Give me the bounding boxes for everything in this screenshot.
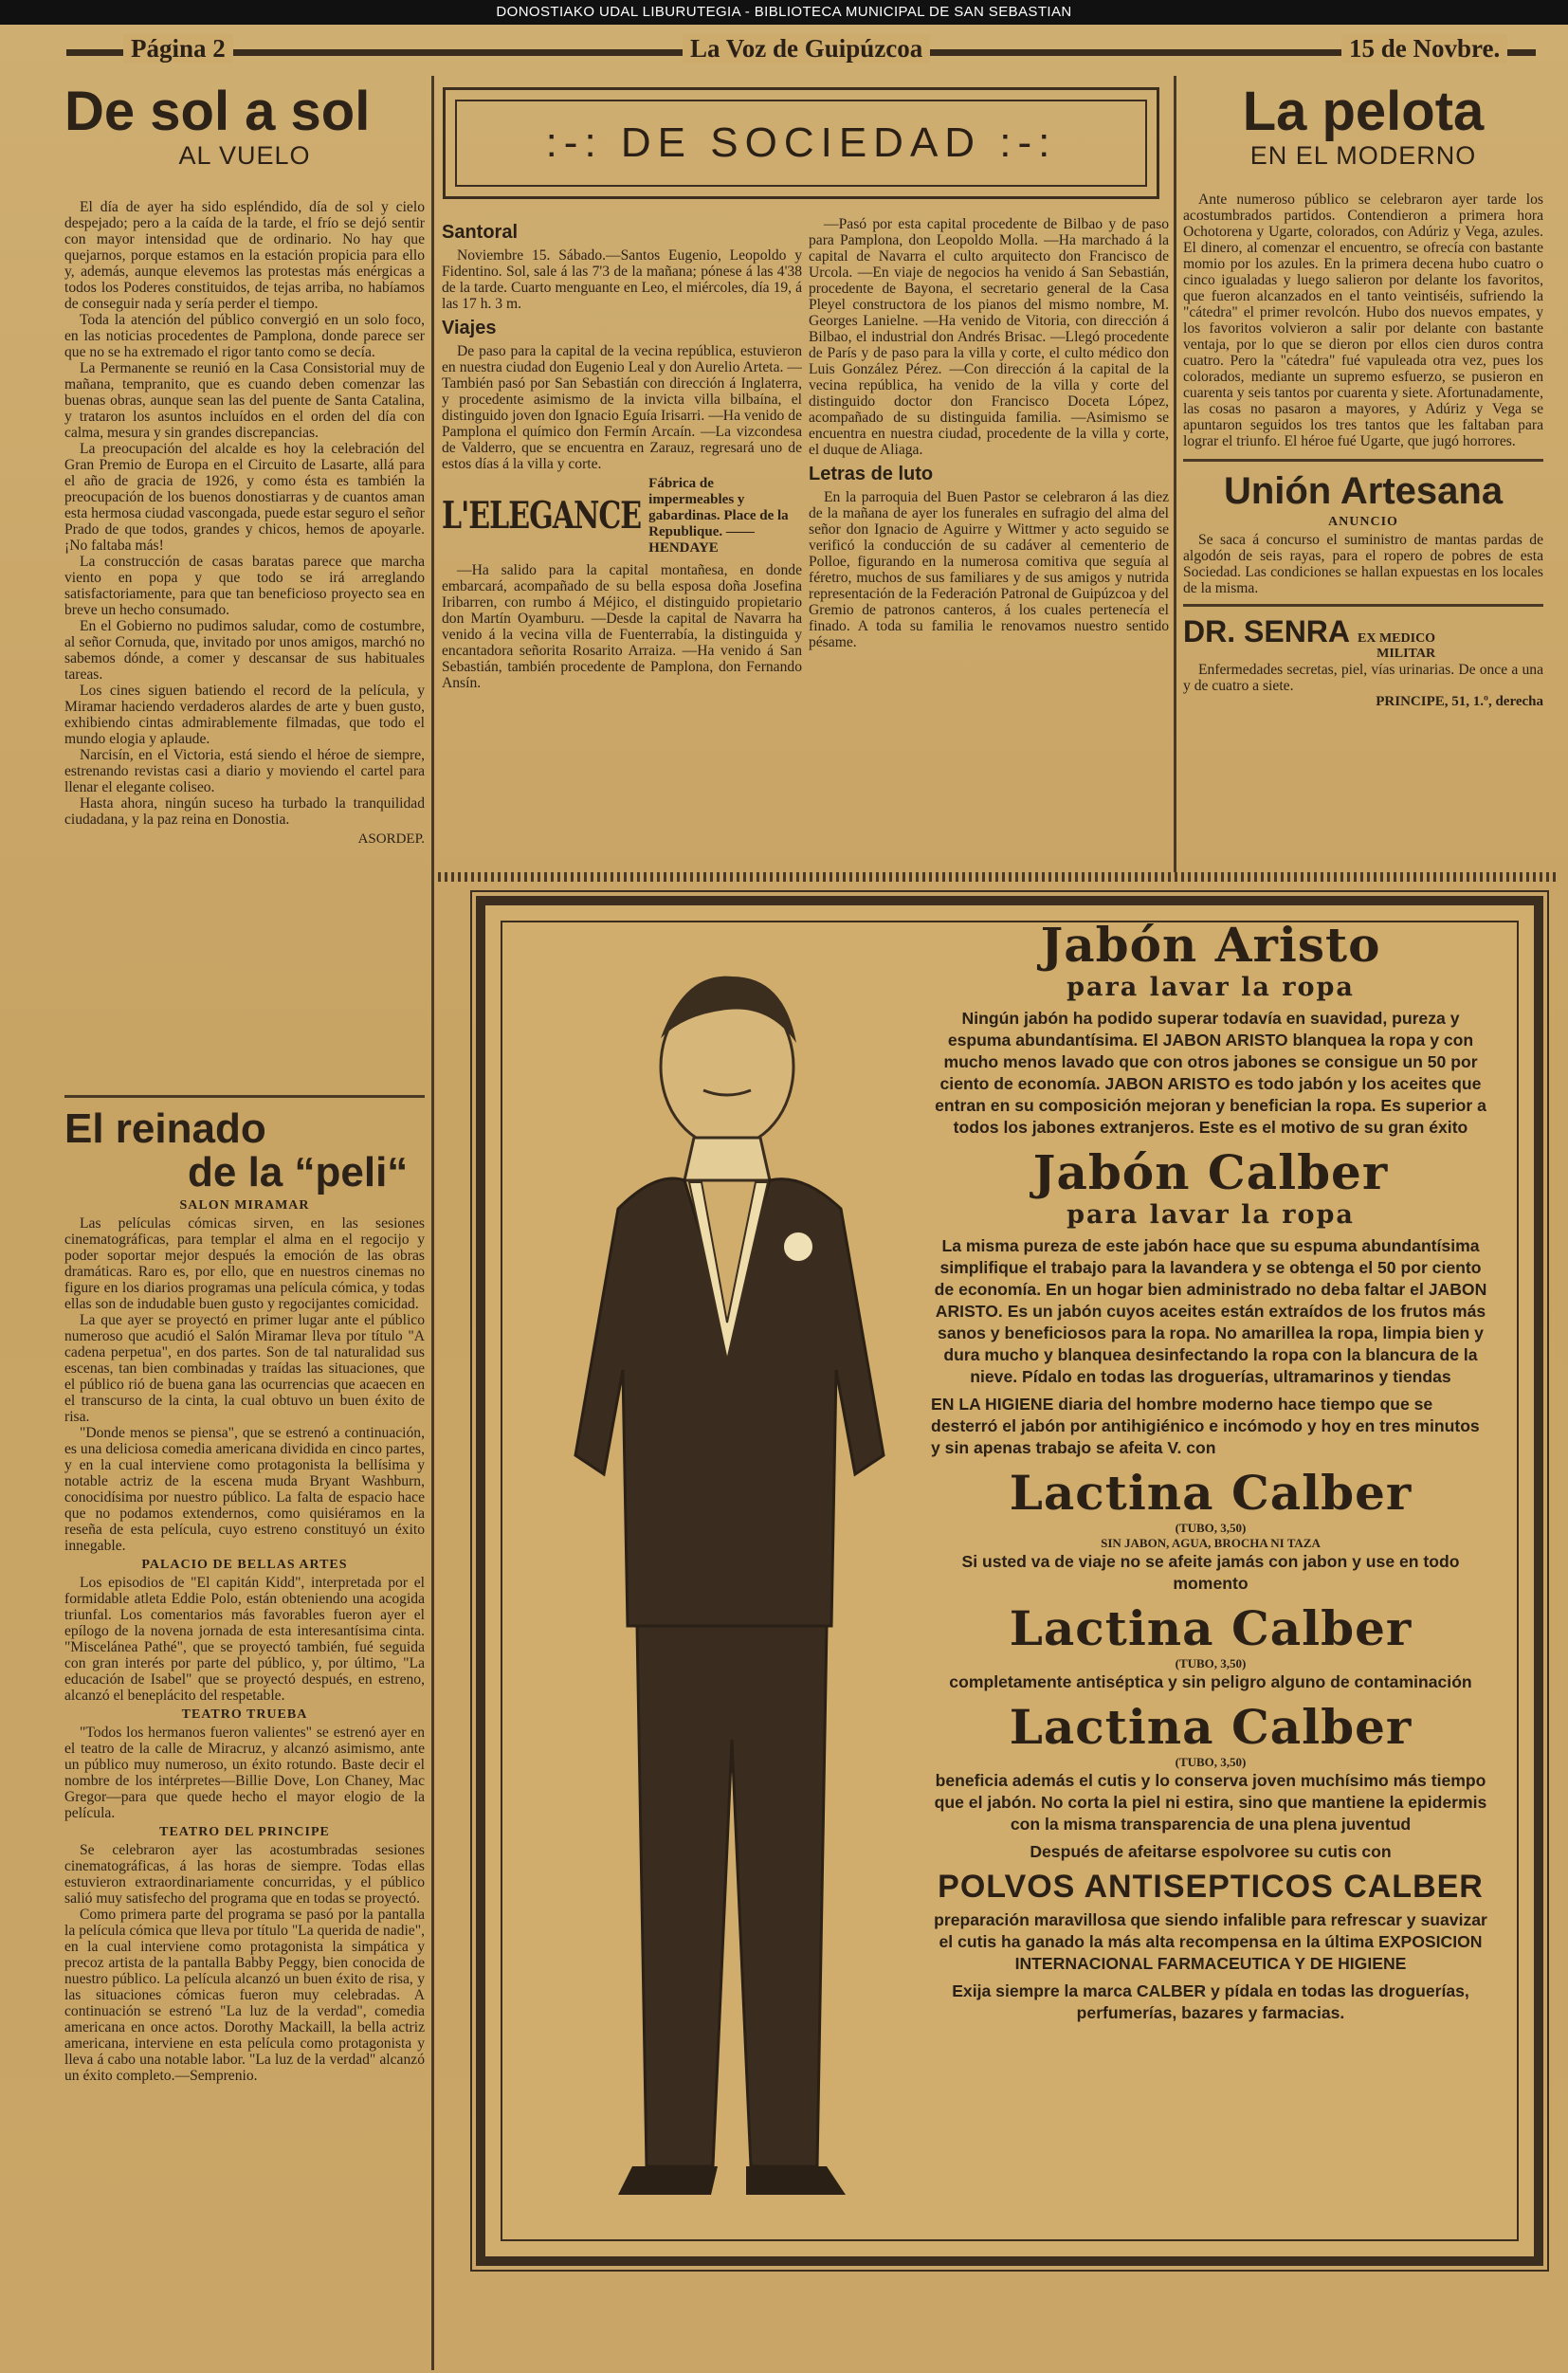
gentleman-illustration (542, 962, 921, 2233)
paragraph: Se saca á concurso el suministro de mantas pardas de algodón de seis rayas, para el ropero de pobres de esta Sociedad. Las condiciones se hallan expuestas en los locales de la misma. (1183, 531, 1543, 596)
section-rule (1183, 604, 1543, 607)
paragraph: Ante numeroso público se celebraron ayer tarde los acostumbrados partidos. Contendieron a primera hora Ochotorena y Ugarte, colorados, con Adúriz y Vega, azules. El dinero, al comenzar el encuentro, se ofrecía con bastante momio por los azules. En la primera decena hubo cuatro o cinco igualadas y luego salieron por delante los favoritos, que fueron alcanzados en el tanto veintiséis, sufriendo la "cátedra" el primer revolcón. Hubo dos nuevos empates, y los favoritos volvieron a salir por delante con bastante ventaja, por lo que se dieron por ellos cien duros contra cuatro. Pero la "cátedra" fué vapuleada otra vez, pues los colorados, mediante un supremo esfuerzo, se pusieron en cuarenta y seis tantos por cuarenta y siete. Afortunadamente, las cosas no pasaron a mayores, y Adúriz y Vega se apuntaron seguidos los tres tantos que les faltaban para lograr el triunfo. El héroe fué Ugarte, que jugó horrores. (1183, 191, 1543, 449)
calber-subtitle: para lavar la ropa (1067, 1200, 1355, 1230)
venue-heading: TEATRO DEL PRINCIPE (159, 1825, 330, 1840)
viajes-body-2 (442, 562, 802, 691)
senra-name: DR. SENRA (1183, 613, 1351, 648)
elegance-logo: L'ELEGANCE (442, 494, 642, 538)
tubo-price-3: (TUBO, 3,50) (1175, 1755, 1247, 1769)
paragraph: El día de ayer ha sido espléndido, día de sol y cielo despejado; pero a la caída de la tarde, el frío se dejó sentir con mayor intensidad que de ordinario. No hay que quejarnos, porque estamos en la estación propicia para ello y, además, aunque elevemos las protestas más enérgicas a todos los Poderes constituidos, de tejas arriba, no habíamos de conseguir nada y sería perder el tiempo. (64, 198, 425, 312)
calber-text: La misma pureza de este jabón hace que su espuma abundantísima simplifique el trabajo para la lavandera y se obtenga el 50 por ciento de economía. En un hogar bien administrado no deba faltar el JABON ARISTO. Es un jabón cuyos aceites están extraídos de los frutos más sanos y beneficiosos para la ropa. No amarillea la ropa, limpia bien y dura mucho y blanquea desinfectando la ropa con la blancura de la nieve. Pídalo en todas las droguerías, ultramarinos y tiendas (934, 1236, 1487, 1386)
beneficia-text: beneficia además el cutis y lo conserva joven muchísimo más tiempo que el jabón. No corta la piel ni estira, sino que mantiene la epidermis con la misma transparencia de una plena juventud (934, 1771, 1487, 1834)
paragraph: Toda la atención del público convergió en un solo foco, en las noticias procedentes de Pamplona, donde parece ser que no se ha extremado el rigor tanto como se decía. (64, 311, 425, 360)
viajes-body-3 (809, 216, 1169, 458)
santoral-heading: Santoral (442, 222, 519, 243)
sociedad-banner-inner (455, 100, 1147, 187)
elegance-ad (442, 476, 802, 557)
lactina-title-2: Lactina Calber (1009, 1600, 1413, 1656)
senra-ad (1183, 614, 1543, 662)
page-number: Página 2 (123, 34, 233, 64)
paragraph: "Todos los hermanos fueron valientes" se estrenó ayer en el teatro de la calle de Miracruz, y alcanzó asimismo, ante un público muy numeroso, un éxito rotundo. Baste decir el nombre de los intérpretes—Billie Dove, Lon Chaney, Mac Gregor—para que quede hecho el mayor elogio de la película. (64, 1725, 425, 1822)
paragraph: —Pasó por esta capital procedente de Bilbao y de paso para Pamplona, don Leopoldo Molla. —Ha marchado á la capital de Navarra el culto arquitecto don Francisco de Urcola. —En viaje de negocios ha venido á San Sebastián, procedente de Bayona, el secretario general de la Casa Pleyel constructora de los pianos del mismo nombre, M. Georges Lanielne. —Ha venido de Vitoria, con dirección á Bilbao, el industrial don Andrés Brisac. —Llegó procedente de París y de paso para la villa y corte, el culto médico don Luis González Pérez. —Con dirección á la capital de la vecina república, ha venido de la villa y corte del distinguido doctor don Francisco Doceta López, acompañado de su distinguida familia. —Asimismo se encuentra en nuestra ciudad, procedente de la villa y corte, el duque de Aliaga. (809, 216, 1169, 458)
paragraph: De paso para la capital de la vecina república, estuvieron en nuestra ciudad don Eugenio Leal y don Aurelio Arteta. —También pasó por San Sebastián con dirección á Inglaterra, y procedente asimismo de la invicta villa bilbaína, el distinguido joven don Ignacio Eguía Irisarri. —Ha venido de Pamplona el químico don Fermín Arcaín. —La vizcondesa de Valderro, que se encuentra en Zarauz, regresará uno de estos días á la villa y corte. (442, 343, 802, 472)
soap-advertisement (476, 896, 1543, 2266)
paragraph: En el Gobierno no pudimos saludar, como de costumbre, al señor Cornuda, que, invitado por unos amigos, marchó no sabemos dónde, a comer y descansar de sus habituales tareas. (64, 617, 425, 683)
despues-text: Después de afeitarse espolvoree su cutis con (1030, 1842, 1392, 1861)
senra-tag-2: MILITAR (1377, 646, 1436, 661)
article-body-2 (64, 1575, 425, 1704)
section-divider (438, 872, 1557, 882)
paragraph: En la parroquia del Buen Pastor se celebraron á las diez de la mañana de ayer los funerales en sufragio del alma del señor don Ignacio de Aguirre y Wittmer y acto seguido se verificó la conducción de su cadáver al cementerio de Polloe, figurando en la numerosa comitiva que seguía al féretro, muchos de sus familiares y de sus amigos y nutrida representación de la Federación Patronal de Guipúzcoa y del Gremio de patronos canteros, á los cuales pertenecía el finado. A toda su familia le renovamos nuestro sentido pésame. (809, 489, 1169, 650)
sociedad-title: :-: DE SOCIEDAD :-: (545, 119, 1057, 166)
calber-title: Jabón Calber (1032, 1144, 1389, 1200)
article-subtitle: EN EL MODERNO (1249, 140, 1477, 170)
polvos-title: POLVOS ANTISEPTICOS CALBER (938, 1869, 1484, 1905)
lactina-title-1: Lactina Calber (1009, 1465, 1413, 1521)
aristo-text: Ningún jabón ha podido superar todavía en suavidad, pureza y espuma abundantísima. El JABON ARISTO blanquea la ropa y con mucho menos lavado que con otros jabones se consigue un 50 por ciento de economía. JABON ARISTO es todo jabón y los aceites que entran en su composición mejoran y benefician la ropa. Es superior a todos los jabones extranjeros. Este es el motivo de su gran éxito (935, 1009, 1486, 1137)
elegance-text: Fábrica de impermeables y gabardinas. Place de la Republique. —— HENDAYE (648, 476, 789, 556)
union-title: Unión Artesana (1223, 469, 1504, 512)
santoral-body (442, 247, 802, 312)
paragraph: Los cines siguen batiendo el record de la película, y Miramar haciendo verdaderos alardes de arte y buen gusto, exhibiendo cintas admirablemente filmadas, que todo el mundo elogia y aplaude. (64, 682, 425, 747)
sociedad-column-2 (809, 216, 1169, 870)
paragraph: Enfermedades secretas, piel, vías urinarias. De once a una y de cuatro a siete. (1183, 661, 1543, 694)
venue-heading: TEATRO TRUEBA (181, 1707, 308, 1723)
venue-heading: PALACIO DE BELLAS ARTES (141, 1558, 348, 1573)
article-subtitle: AL VUELO (178, 140, 311, 170)
viajes-heading: Viajes (442, 318, 497, 338)
article-body (64, 1215, 425, 1554)
venue-heading: SALON MIRAMAR (179, 1198, 310, 1214)
higiene-text: EN LA HIGIENE diaria del hombre moderno hace tiempo que se desterró el jabón por antihigiénico e incómodo y hoy en tres minutos y sin apenas trabajo se afeita V. con (931, 1395, 1480, 1457)
article-body-4 (64, 1842, 425, 2084)
paragraph: La que ayer se proyectó en primer lugar ante el público numeroso que acudió el Salón Miramar lleva por título "A cadena perpetua", en dos partes. Son de tal naturalidad sus escenas, tan bien combinadas y traídas las situaciones, que el público rió de buena gana las ocurrencias que acaecen en el transcurso de la cinta, la cual obtuvo un buen éxito de risa. (64, 1312, 425, 1426)
article-reinado-peli (64, 1107, 425, 2368)
tubo-price-2: (TUBO, 3,50) (1175, 1656, 1247, 1670)
masthead (66, 32, 1536, 70)
paragraph: "Donde menos se piensa", que se estrenó a continuación, es una deliciosa comedia americana dividida en cinco partes, y en la cual interviene como protagonista la bellísima y notable actriz de la escena muda Bryant Washburn, conocidísima por nuestro público. La falta de espacio hace que no podamos extendernos, como quisiéramos en la reseña de esta película, cuyo estreno constituyó un éxito innegable. (64, 1425, 425, 1555)
section-rule (64, 1095, 425, 1098)
exija-text: Exija siempre la marca CALBER y pídala en todas las droguerías, perfumerías, bazares y farmacias. (952, 1981, 1469, 2022)
paragraph: Narcisín, en el Victoria, está siendo el héroe de siempre, estrenando revistas casi a diario y moviendo el cartel para llenar el elegante coliseo. (64, 746, 425, 795)
paragraph: —Ha salido para la capital montañesa, en donde embarcará, acompañado de su bella esposa doña Josefina Iribarren, con rumbo á Méjico, el distinguido propietario don Martín Oyamburu. —Desde la capital de Navarra ha venido á la vecina villa de Fuenterrabía, la distinguida y encantadora señorita Rosarito Arraiza. —Ha venido á San Sebastián, también procedente de Pamplona, don Fernando Ansín. (442, 562, 802, 691)
tubo-price-1: (TUBO, 3,50) (1175, 1521, 1247, 1535)
paragraph: La Permanente se reunió en la Casa Consistorial muy de mañana, tempranito, que es cuando deben comenzar las buenas obras, aunque sean las del puente de Santa Catalina, y trataron los asuntos incluídos en el orden del día con calma, mesura y sin grandes discrepancias. (64, 359, 425, 441)
ad-copy (931, 917, 1490, 2030)
article-signature: ASORDEP. (357, 831, 425, 847)
article-body (64, 199, 425, 828)
paragraph: La preocupación del alcalde es hoy la celebración del Gran Premio de Europa en el Circuito de Lasarte, allá para el año de gracia de 1926, y como ésta es también la preocupación de los buenos donostiarras y de cuantos aman esta hermosa ciudad vascongada, puede estar seguro el señor Prado de que todos, grandes y chicos, hemos de apoyarle. ¡No faltaba más! (64, 440, 425, 554)
column-rule (1174, 76, 1176, 872)
aristo-subtitle: para lavar la ropa (1067, 973, 1355, 1002)
article-la-pelota (1183, 83, 1543, 870)
section-rule (1183, 459, 1543, 462)
sociedad-column-1 (442, 216, 802, 870)
antiseptica-text: completamente antiséptica y sin peligro alguno de contaminación (949, 1672, 1472, 1691)
viajes-body (442, 343, 802, 472)
article-title-line2: de la “peli“ (188, 1149, 409, 1196)
lactina-title-3: Lactina Calber (1009, 1699, 1413, 1755)
paper-name: La Voz de Guipúzcoa (683, 34, 930, 64)
union-body (1183, 532, 1543, 596)
aristo-title: Jabón Aristo (1040, 917, 1381, 973)
article-title: La pelota (1242, 83, 1485, 142)
column-rule (431, 76, 434, 2370)
senra-tag-1: EX MEDICO (1358, 630, 1436, 646)
archive-banner: DONOSTIAKO UDAL LIBURUTEGIA - BIBLIOTECA MUNICIPAL DE SAN SEBASTIAN (0, 0, 1568, 25)
viaje-text: Si usted va de viaje no se afeite jamás con jabon y use en todo momento (961, 1552, 1460, 1593)
luto-body (809, 489, 1169, 650)
senra-body (1183, 662, 1543, 694)
paragraph: Las películas cómicas sirven, en las sesiones cinematográficas, para templar el alma en el regocijo y poder soportar mejor después la emoción de las obras dramáticas. Raro es, por ello, que en nuestros cinemas no figure en los diarios programas una película cómica, y todas ellas son de indudable buen gusto y regocijantes comicidad. (64, 1215, 425, 1313)
paragraph: Hasta ahora, ningún suceso ha turbado la tranquilidad ciudadana, y la paz reina en Donostia. (64, 794, 425, 828)
paragraph: Como primera parte del programa se pasó por la pantalla la película cómica que lleva por título "La querida de nadie", en la cual interviene como protagonista la simpática y precoz artista de la pantalla Babby Peggy, bien conocida de nuestro público. La película alcanzó un buen éxito de risa, y las situaciones cómicas fueron muy celebradas. A continuación se estrenó "La luz de la verdad", comedia americana en once actos. Dorothy Mackaill, la bella actriz americana, interviene en esta película como protagonista y lleva á cabo una notable labor. "La luz de la verdad" alcanzó un éxito completo.—Semprenio. (64, 1907, 425, 2085)
paragraph: La construcción de casas baratas parece que marcha viento en popa y que todo se irá arreglando satisfactoriamente, para que tan beneficioso proyecto sea en breve un hecho consumado. (64, 553, 425, 618)
luto-heading: Letras de luto (809, 464, 934, 484)
polvos-text: preparación maravillosa que siendo infalible para refrescar y suavizar el cutis ha ganado la más alta recompensa en la última EXPOSICION INTERNACIONAL FARMACEUTICA Y DE HIGIENE (934, 1910, 1487, 1973)
senra-address: PRINCIPE, 51, 1.º, derecha (1376, 693, 1543, 709)
sociedad-banner (443, 87, 1159, 199)
issue-date: 15 de Novbre. (1341, 34, 1507, 64)
article-body (1183, 192, 1543, 449)
sin-jabon: SIN JABON, AGUA, BROCHA NI TAZA (1101, 1536, 1321, 1550)
senra-tag (1358, 631, 1435, 662)
paragraph: Noviembre 15. Sábado.—Santos Eugenio, Leopoldo y Fidentino. Sol, sale á las 7'3 de la mañana; pónese á las 4'38 de la tarde. Cuarto menguante en Leo, el miércoles, día 19, á las 17 h. 3 m. (442, 247, 802, 312)
article-title: De sol a sol (64, 83, 371, 142)
paragraph: Los episodios de "El capitán Kidd", interpretada por el formidable atleta Eddie Polo, están obteniendo una acogida triunfal. Los comentarios más favorables fueron ayer el epílogo de la novena jornada de esta interesantísima cinta. "Miscelánea Pathé", que se proyectó también, fué seguida con gran interés por parte del público, y, por último, "La educación de Isabel" que se proyectó después, en estreno, alcanzó el beneplácito del respetable. (64, 1575, 425, 1705)
anuncio-label: ANUNCIO (1328, 514, 1398, 529)
article-title-line1: El reinado (64, 1107, 266, 1152)
paragraph: Se celebraron ayer las acostumbradas sesiones cinematográficas, á las horas de siempre. Todas ellas estuvieron extraordinariamente concurridas, y el público salió muy satisfecho del programa que en todas se proyectó. (64, 1842, 425, 1908)
article-body-3 (64, 1725, 425, 1821)
article-de-sol-a-sol (64, 83, 425, 1112)
